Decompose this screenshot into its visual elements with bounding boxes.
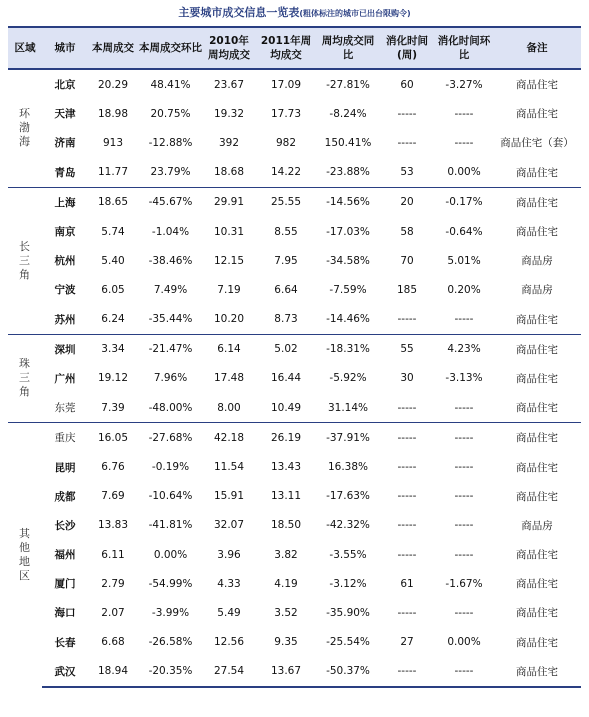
week-change-cell: 7.96% [153,372,188,385]
week-change-cell: -26.58% [148,636,193,649]
absorption-weeks-cell: ----- [397,313,417,326]
absorption-weeks-cell: ----- [397,107,417,120]
week-change-cell: -21.47% [138,334,203,364]
week-volume-cell: 19.12 [97,372,129,385]
absorption-change-cell: -3.13% [445,372,483,385]
week-volume-cell: 18.65 [88,187,138,217]
2010-weekly-avg-cell: 29.91 [203,187,255,217]
city-cell: 重庆 [42,423,88,453]
2011-weekly-avg-cell: 13.43 [270,461,302,474]
yoy-change-cell: -3.55% [329,548,367,561]
city-cell: 长沙 [54,519,76,532]
remark-cell: 商品住宅 [516,79,558,92]
2011-weekly-avg-cell: 13.11 [270,490,302,503]
week-volume-cell: 6.11 [101,548,125,561]
2010-weekly-avg-cell: 392 [218,136,240,149]
absorption-weeks-cell: 58 [400,225,414,238]
absorption-change-cell: ----- [454,136,474,149]
city-transactions-table [8,26,581,688]
week-volume-cell: 7.69 [101,490,125,503]
region-cell: 环渤海 [19,107,31,149]
week-volume-cell: 913 [102,136,124,149]
week-volume-cell: 6.76 [101,461,125,474]
header-city: 城市 [42,27,88,69]
week-volume-cell: 16.05 [88,423,138,453]
yoy-change-cell: -42.32% [326,519,370,532]
yoy-change-cell: 16.38% [327,461,369,474]
yoy-change-cell: -5.92% [329,372,367,385]
week-change-cell: 23.79% [150,166,191,179]
remark-cell: 商品房 [521,255,553,268]
remark-cell: 商品住宅 [516,226,558,239]
yoy-change-cell: -37.91% [317,423,379,453]
yoy-change-cell: -17.03% [326,225,370,238]
city-cell: 广州 [54,372,76,385]
2011-weekly-avg-cell: 17.09 [270,78,302,91]
week-volume-cell: 11.77 [97,166,129,179]
2011-weekly-avg-cell: 7.95 [274,254,298,267]
city-cell: 福州 [54,549,76,562]
week-change-cell: 0.00% [153,548,188,561]
table-row [8,187,581,217]
absorption-change-cell: 0.00% [447,636,481,649]
absorption-change-cell: 0.20% [447,283,481,296]
table-title-note: (粗体标注的城市已出台限购令) [299,9,411,18]
absorption-weeks-cell: ----- [397,519,417,532]
remark-cell: 商品住宅 [493,187,581,217]
2010-weekly-avg-cell: 12.15 [213,254,245,267]
city-cell: 北京 [54,79,76,92]
remark-cell: 商品住宅 [516,607,558,620]
2011-weekly-avg-cell: 25.55 [255,187,317,217]
week-volume-cell: 3.34 [88,334,138,364]
yoy-change-cell: -25.54% [326,636,370,649]
2010-weekly-avg-cell: 10.20 [213,313,245,326]
week-change-cell: -38.46% [148,254,193,267]
2010-weekly-avg-cell: 4.33 [217,577,241,590]
2010-weekly-avg-cell: 27.54 [203,657,255,687]
yoy-change-cell: -18.31% [317,334,379,364]
2011-weekly-avg-cell: 3.52 [274,606,298,619]
region-cell: 长三角 [8,187,42,334]
remark-cell: 商品住宅 [516,490,558,503]
absorption-weeks-cell: 60 [400,78,414,91]
2011-weekly-avg-cell: 9.35 [274,636,298,649]
2011-weekly-avg-cell: 16.44 [270,372,302,385]
table-row [8,598,581,627]
week-volume-cell: 18.94 [88,657,138,687]
absorption-weeks-cell: 20 [379,187,435,217]
absorption-change-cell: ----- [454,606,474,619]
city-cell: 杭州 [54,255,76,268]
table-row [8,128,581,157]
2010-weekly-avg-cell: 17.48 [213,372,245,385]
2011-weekly-avg-cell: 6.64 [274,283,298,296]
absorption-weeks-cell: ----- [379,423,435,453]
absorption-change-cell: ----- [454,313,474,326]
yoy-change-cell: -50.37% [317,657,379,687]
week-volume-cell: 6.68 [101,636,125,649]
table-title-main: 主要城市成交信息一览表 [178,6,300,19]
header-row [8,27,581,69]
2011-weekly-avg-cell: 18.50 [270,519,302,532]
yoy-change-cell: -8.24% [329,107,367,120]
2010-weekly-avg-cell: 7.19 [217,283,241,296]
week-volume-cell: 5.74 [101,225,125,238]
table-row [8,305,581,335]
yoy-change-cell: 31.14% [327,401,369,414]
absorption-change-cell: -1.67% [445,577,483,590]
absorption-weeks-cell: ----- [397,136,417,149]
week-change-cell: -45.67% [138,187,203,217]
2010-weekly-avg-cell: 42.18 [203,423,255,453]
absorption-weeks-cell: 53 [400,166,414,179]
city-cell: 东莞 [54,402,76,415]
header-2011-weekly-avg: 2011年周均成交 [255,27,317,69]
week-volume-cell: 2.07 [101,606,125,619]
yoy-change-cell: -34.58% [326,254,370,267]
absorption-weeks-cell: ----- [397,490,417,503]
city-cell: 苏州 [54,313,76,326]
remark-cell: 商品住宅 [516,461,558,474]
week-volume-cell: 7.39 [101,401,125,414]
absorption-change-cell: ----- [435,657,493,687]
week-volume-cell: 5.40 [101,254,125,267]
city-cell: 济南 [54,137,76,150]
city-cell: 上海 [42,187,88,217]
header-2010-weekly-avg: 2010年周均成交 [203,27,255,69]
2010-weekly-avg-cell: 32.07 [213,519,245,532]
city-cell: 南京 [54,226,76,239]
2010-weekly-avg-cell: 15.91 [213,490,245,503]
week-change-cell: -41.81% [148,519,193,532]
table-row [8,217,581,246]
absorption-change-cell: -0.64% [445,225,483,238]
remark-cell: 商品住宅 [516,313,558,326]
city-cell: 昆明 [54,461,76,474]
header-absorption-weeks: 消化时间(周) [379,27,435,69]
week-volume-cell: 18.98 [97,107,129,120]
absorption-change-cell: 4.23% [435,334,493,364]
2011-weekly-avg-cell: 13.67 [255,657,317,687]
table-row [8,540,581,569]
2011-weekly-avg-cell: 8.55 [274,225,298,238]
table-title [0,4,589,20]
remark-cell: 商品房 [521,284,553,297]
region-cell: 其他地区 [8,423,42,687]
absorption-weeks-cell: 55 [379,334,435,364]
city-cell: 青岛 [54,166,76,179]
absorption-change-cell: -3.27% [445,78,483,91]
week-volume-cell: 6.05 [101,283,125,296]
yoy-change-cell: -35.90% [326,606,370,619]
header-week-volume: 本周成交 [88,27,138,69]
city-cell: 宁波 [54,284,76,297]
city-cell: 天津 [54,108,76,121]
table-row [8,364,581,393]
table-row [8,423,581,453]
table-row [8,69,581,99]
week-change-cell: 48.41% [150,78,191,91]
week-change-cell: 7.49% [153,283,188,296]
absorption-weeks-cell: 30 [400,372,414,385]
absorption-weeks-cell: 27 [400,636,414,649]
2011-weekly-avg-cell: 3.82 [274,548,298,561]
2011-weekly-avg-cell: 5.02 [255,334,317,364]
week-volume-cell: 2.79 [101,577,125,590]
table-row [8,482,581,511]
2011-weekly-avg-cell: 8.73 [274,313,298,326]
2011-weekly-avg-cell: 10.49 [270,401,302,414]
table-row [8,628,581,657]
2010-weekly-avg-cell: 23.67 [213,78,245,91]
remark-cell: 商品住宅 [493,657,581,687]
table-row [8,158,581,188]
absorption-weeks-cell: ----- [397,606,417,619]
2010-weekly-avg-cell: 12.56 [213,636,245,649]
yoy-change-cell: -3.12% [329,577,367,590]
table-row [8,657,581,687]
absorption-change-cell: ----- [454,461,474,474]
table-row [8,569,581,598]
absorption-change-cell: ----- [454,401,474,414]
week-volume-cell: 13.83 [97,519,129,532]
2011-weekly-avg-cell: 4.19 [274,577,298,590]
week-change-cell: -27.68% [138,423,203,453]
yoy-change-cell: 150.41% [324,136,372,149]
week-change-cell: -12.88% [148,136,193,149]
2010-weekly-avg-cell: 19.32 [213,107,245,120]
absorption-change-cell: ----- [454,519,474,532]
absorption-weeks-cell: ----- [379,657,435,687]
city-cell: 深圳 [42,334,88,364]
absorption-change-cell: ----- [435,423,493,453]
header-remark: 备注 [493,27,581,69]
absorption-change-cell: 5.01% [447,254,481,267]
2011-weekly-avg-cell: 14.22 [270,166,302,179]
week-volume-cell: 6.24 [101,313,125,326]
header-week-change: 本周成交环比 [138,27,203,69]
week-change-cell: -54.99% [148,577,193,590]
city-cell: 成都 [54,490,76,503]
city-cell: 厦门 [54,578,76,591]
remark-cell: 商品住宅（套） [500,137,574,150]
week-volume-cell: 20.29 [97,78,129,91]
week-change-cell: -48.00% [148,401,193,414]
absorption-change-cell: ----- [454,490,474,503]
table-row [8,275,581,304]
table-row [8,452,581,481]
remark-cell: 商品住宅 [516,372,558,385]
absorption-weeks-cell: ----- [397,548,417,561]
week-change-cell: -1.04% [151,225,190,238]
city-cell: 海口 [54,607,76,620]
week-change-cell: -35.44% [148,313,193,326]
yoy-change-cell: -14.46% [326,313,370,326]
remark-cell: 商品住宅 [516,636,558,649]
remark-cell: 商品住宅 [516,549,558,562]
2011-weekly-avg-cell: 17.73 [270,107,302,120]
2010-weekly-avg-cell: 6.14 [203,334,255,364]
week-change-cell: -20.35% [138,657,203,687]
week-change-cell: -0.19% [151,461,190,474]
2011-weekly-avg-cell: 26.19 [255,423,317,453]
2010-weekly-avg-cell: 10.31 [213,225,245,238]
remark-cell: 商品房 [521,519,553,532]
2010-weekly-avg-cell: 5.49 [217,606,241,619]
absorption-weeks-cell: 70 [400,254,414,267]
city-cell: 武汉 [42,657,88,687]
yoy-change-cell: -23.88% [326,166,370,179]
yoy-change-cell: -14.56% [317,187,379,217]
yoy-change-cell: -27.81% [326,78,370,91]
remark-cell: 商品住宅 [516,402,558,415]
2010-weekly-avg-cell: 11.54 [213,461,245,474]
header-region: 区域 [8,27,42,69]
yoy-change-cell: -7.59% [329,283,367,296]
table-row [8,511,581,540]
table-row [8,393,581,423]
header-absorption-change: 消化时间环比 [435,27,493,69]
2011-weekly-avg-cell: 982 [275,136,297,149]
remark-cell: 商品住宅 [493,334,581,364]
table-row [8,334,581,364]
absorption-change-cell: ----- [454,107,474,120]
absorption-weeks-cell: ----- [397,461,417,474]
region-cell: 珠三角 [8,334,42,423]
remark-cell: 商品住宅 [516,108,558,121]
week-change-cell: 20.75% [150,107,191,120]
remark-cell: 商品住宅 [493,423,581,453]
absorption-change-cell: ----- [454,548,474,561]
absorption-change-cell: -0.17% [435,187,493,217]
2010-weekly-avg-cell: 8.00 [217,401,241,414]
header-yoy-change: 周均成交同比 [317,27,379,69]
2010-weekly-avg-cell: 18.68 [213,166,245,179]
week-change-cell: -10.64% [148,490,193,503]
remark-cell: 商品住宅 [516,578,558,591]
remark-cell: 商品住宅 [516,166,558,179]
2010-weekly-avg-cell: 3.96 [217,548,241,561]
yoy-change-cell: -17.63% [326,490,370,503]
week-change-cell: -3.99% [151,606,190,619]
table-row [8,99,581,128]
table-row [8,246,581,275]
absorption-change-cell: 0.00% [447,166,481,179]
table-body [8,69,581,687]
absorption-weeks-cell: 185 [396,283,418,296]
absorption-weeks-cell: 61 [400,577,414,590]
city-cell: 长春 [54,636,76,649]
absorption-weeks-cell: ----- [397,401,417,414]
